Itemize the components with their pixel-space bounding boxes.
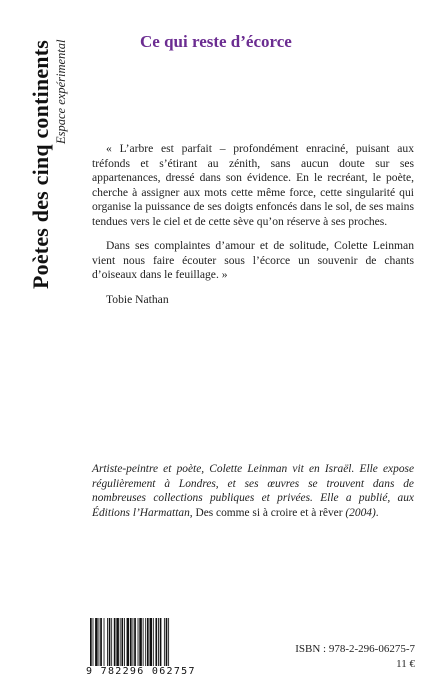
barcode-bars [90,618,198,666]
series-name: Poètes des cinq continents [28,40,53,290]
barcode [86,618,200,680]
bio-text: Artiste-peintre et poète, Colette Leinman vit en Israël. Elle expose régulièrement à Londres, et ses œuvres se trouvent dans de nombreuses collections publiques et privées. Elle a publié, aux Éditions l’Harmattan, [92,463,414,519]
isbn: ISBN : 978-2-296-06275-7 [295,643,415,655]
spine-text [20,40,80,360]
collection-name: Espace expérimental [54,40,68,145]
quote-paragraph-2: Dans ses complaintes d’amour et de solitude, Colette Leinman vient nous faire écouter sous l’écorce un souvenir de chants d’oiseaux dans le feuillage. » [92,239,414,281]
bio-year: (2004) [345,506,376,519]
price: 11 € [396,658,415,670]
author-bio [92,462,414,520]
book-title: Ce qui reste d’écorce [140,32,292,51]
quote-author: Tobie Nathan [106,292,169,306]
bio-book-title: Des comme si à croire et à rêver [192,506,346,519]
bio-end: . [375,506,379,519]
barcode-digits: 9 782296 062757 [86,666,196,677]
back-cover-quote [92,142,414,317]
quote-paragraph-1: « L’arbre est parfait – profondément enraciné, puisant aux tréfonds et s’étirant au zénith, sans aucun doute sur ses appartenances, dressé dans son évidence. En le recréant, le poète, cherche à assigner aux mots cette même force, cette singularité qui organise la puissance de ses doigts enfoncés dans le sol, de ses mains tendues vers le ciel et de cette sève qu’on réserve à ses proches. [92,142,414,228]
